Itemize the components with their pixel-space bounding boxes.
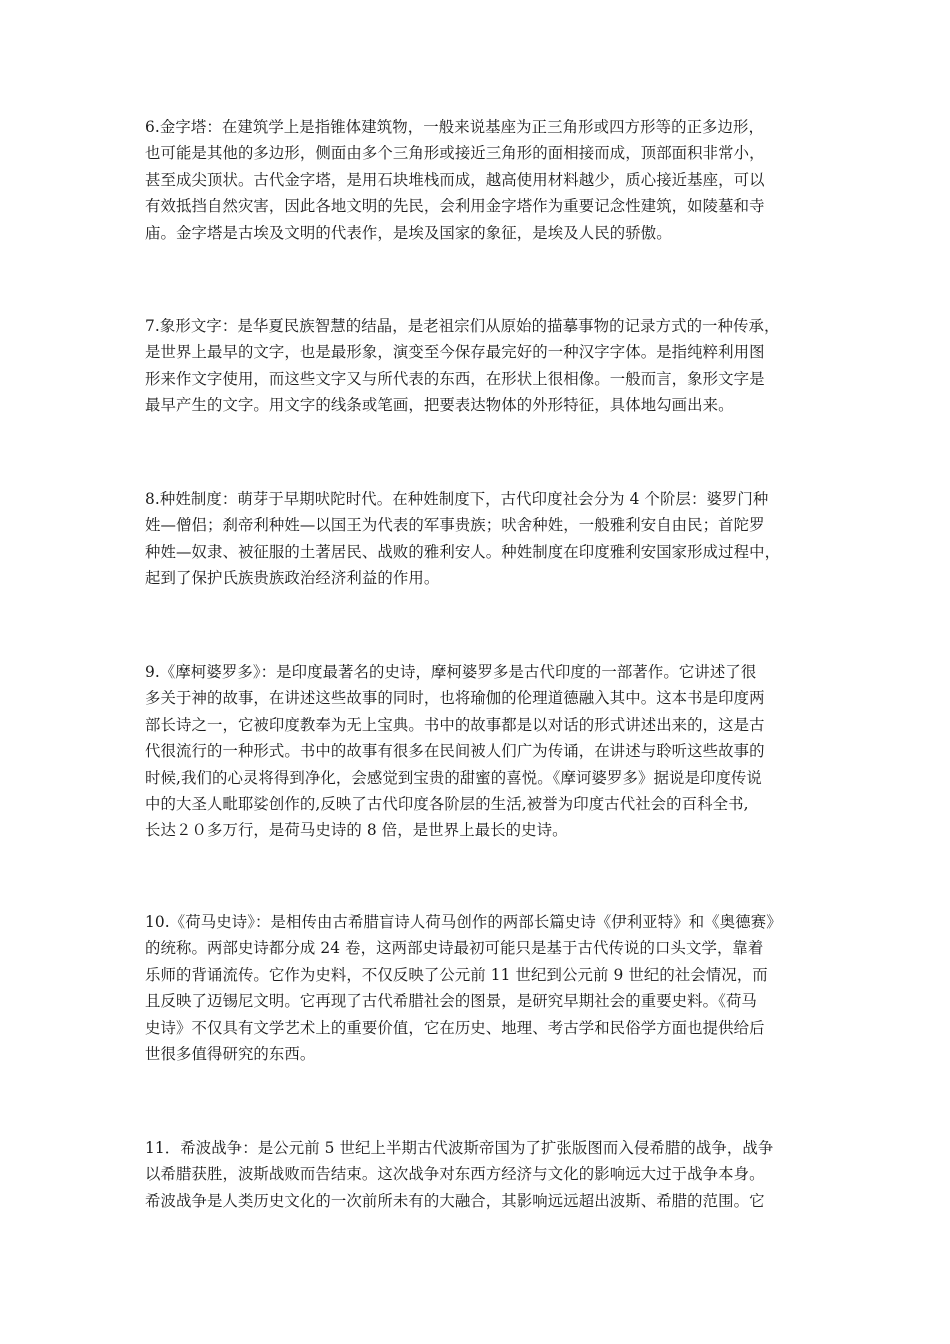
text-line: 乐师的背诵流传。它作为史料，不仅反映了公元前 11 世纪到公元前 9 世纪的社会情况，而 (145, 965, 768, 984)
entry-pyramid (145, 114, 807, 246)
text-line: 8.种姓制度：萌芽于早期吠陀时代。在种姓制度下，古代印度社会分为 4 个阶层：婆罗门种 (145, 490, 769, 508)
text-line: 史诗》不仅具有文学艺术上的重要价值，它在历史、地理、考古学和民俗学方面也提供给后 (145, 1018, 765, 1037)
text-line: 代很流行的一种形式。书中的故事有很多在民间被人们广为传诵，在讲述与聆听这些故事的 (145, 742, 765, 761)
text-line: 10.《荷马史诗》：是相传由古希腊盲诗人荷马创作的两部长篇史诗《伊利亚特》和《奥德赛》 (145, 913, 782, 931)
text-line: 是世界上最早的文字，也是最形象，演变至今保存最完好的一种汉字字体。是指纯粹利用图 (145, 343, 765, 362)
text-line: 7.象形文字：是华夏民族智慧的结晶，是老祖宗们从原始的描摹事物的记录方式的一种传承， (145, 317, 780, 335)
text-line: 世很多值得研究的东西。 (145, 1044, 316, 1063)
entry-mahabharata (145, 659, 807, 844)
text-line: 希波战争是人类历史文化的一次前所未有的大融合，其影响远远超出波斯、希腊的范围。它 (145, 1191, 765, 1210)
text-line: 时候,我们的心灵将得到净化，会感觉到宝贵的甜蜜的喜悦。《摩诃婆罗多》据说是印度传说 (145, 768, 762, 787)
text-line: 最早产生的文字。用文字的线条或笔画，把要表达物体的外形特征，具体地勾画出来。 (145, 396, 734, 415)
text-line: 甚至成尖顶状。古代金字塔，是用石块堆栈而成，越高使用材料越少，质心接近基座，可以 (145, 170, 765, 189)
text-line: 起到了保护氏族贵族政治经济利益的作用。 (145, 569, 440, 588)
text-line: 11．希波战争：是公元前 5 世纪上半期古代波斯帝国为了扩张版图而入侵希腊的战争，战争 (145, 1139, 774, 1157)
text-line: 有效抵挡自然灾害，因此各地文明的先民，会利用金字塔作为重要记念性建筑，如陵墓和寺 (145, 197, 765, 216)
text-line: 9.《摩柯婆罗多》：是印度最著名的史诗，摩柯婆罗多是古代印度的一部著作。它讲述了很 (145, 663, 757, 681)
text-line: 形来作文字使用，而这些文字又与所代表的东西，在形状上很相像。一般而言，象形文字是 (145, 369, 765, 388)
text-line: 且反映了迈锡尼文明。它再现了古代希腊社会的图景，是研究早期社会的重要史料。《荷马 (145, 992, 757, 1011)
entry-homeric-epics (145, 909, 807, 1067)
text-line: 庙。金字塔是古埃及文明的代表作，是埃及国家的象征，是埃及人民的骄傲。 (145, 223, 672, 242)
text-line: 的统称。两部史诗都分成 24 卷，这两部史诗最初可能只是基于古代传说的口头文学，靠着 (145, 939, 764, 958)
text-line: 长达２０多万行，是荷马史诗的 8 倍，是世界上最长的史诗。 (145, 821, 568, 840)
text-line: 姓—僧侣；刹帝利种姓—以国王为代表的军事贵族；吠舍种姓，一般雅利安自由民；首陀罗 (145, 516, 765, 535)
text-line: 6.金字塔：在建筑学上是指锥体建筑物，一般来说基座为正三角形或四方形等的正多边形， (145, 118, 765, 136)
text-line: 种姓—奴隶、被征服的土著居民、战败的雅利安人。种姓制度在印度雅利安国家形成过程中， (145, 542, 781, 561)
entry-caste-system (145, 486, 807, 592)
text-line: 中的大圣人毗耶娑创作的,反映了古代印度各阶层的生活,被誉为印度古代社会的百科全书, (145, 794, 749, 813)
text-line: 以希腊获胜，波斯战败而告结束。这次战争对东西方经济与文化的影响远大过于战争本身。 (145, 1165, 765, 1184)
text-line: 也可能是其他的多边形，侧面由多个三角形或接近三角形的面相接而成，顶部面积非常小， (145, 144, 765, 163)
entry-pictograph (145, 313, 807, 419)
text-line: 多关于神的故事，在讲述这些故事的同时，也将瑜伽的伦理道德融入其中。这本书是印度两 (145, 689, 765, 708)
entry-greco-persian-wars (145, 1135, 807, 1214)
text-line: 部长诗之一，它被印度教奉为无上宝典。书中的故事都是以对话的形式讲述出来的，这是古 (145, 715, 765, 734)
